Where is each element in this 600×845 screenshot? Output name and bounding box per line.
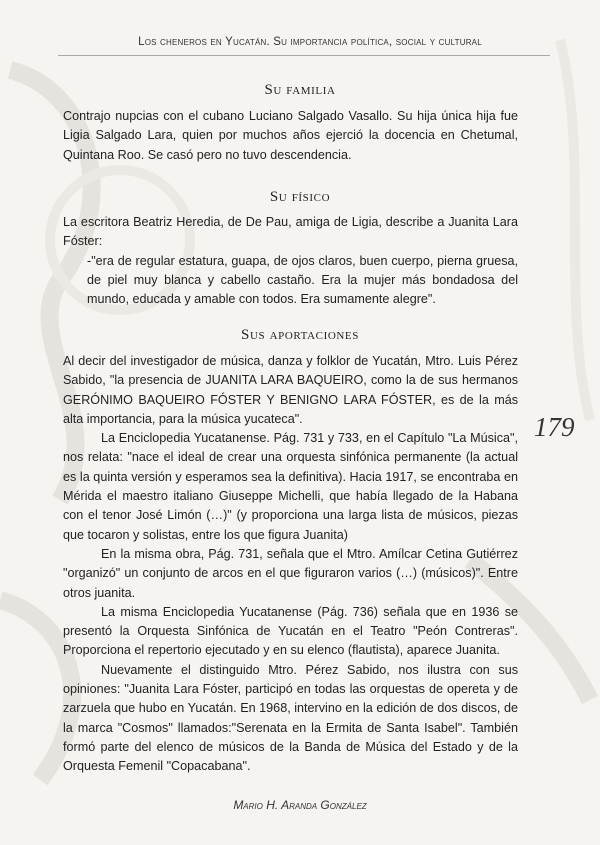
- aportaciones-paragraph: Nuevamente el distinguido Mtro. Pérez Sabido, nos ilustra con sus opiniones: "Juanita Lara Fóster, participó en todas las orquestas de opereta y de zarzuela que hubo en Yucatán. En 1968, intervino en la edición de dos discos, de la marca "Cosmos" llamados:"Serenata en la Ermita de Santa Isabel". También formó parte del elenco de músicos de la Banda de Música del Estado y de la Orquesta Femenil "Copacabana".: [63, 662, 518, 774]
- fisico-block: [63, 213, 518, 309]
- aportaciones-paragraph: Al decir del investigador de música, danza y folklor de Yucatán, Mtro. Luis Pérez Sabido, "la presencia de JUANITA LARA BAQUEIRO, como la de sus hermanos GERÓNIMO BAQUEIRO FÓSTER Y BENIGNO LARA FÓSTER, es de la más alta importancia, para la música yucateca".: [63, 354, 518, 426]
- aportaciones-paragraph: La misma Enciclopedia Yucatanense (Pág. 736) señala que en 1936 se presentó la Orquesta Sinfónica de Yucatán en el Teatro "Peón Contreras". Proporciona el repertorio ejecutado y en su elenco (flautista), aparece Juanita.: [63, 604, 518, 658]
- author-footer: Mario H. Aranda González: [233, 798, 367, 812]
- section-title-familia: Su familia: [264, 82, 336, 98]
- aportaciones-block: [63, 352, 518, 777]
- fisico-intro: La escritora Beatriz Heredia, de De Pau, amiga de Ligia, describe a Juanita Lara Fóster:: [63, 215, 518, 249]
- section-title-fisico: Su físico: [269, 189, 331, 205]
- fisico-quote: -"era de regular estatura, guapa, de ojos claros, buen cuerpo, pierna gruesa, de piel muy blanca y cabello castaño. Era la mujer más bondadosa del mundo, educada y amable con todos. Era sumamente alegre".: [87, 253, 518, 307]
- aportaciones-paragraph: En la misma obra, Pág. 731, señala que el Mtro. Amílcar Cetina Gutiérrez "organizó" un conjunto de arcos en el que figuraron varios (…) (músicos)". Entre otros juanita.: [63, 546, 518, 600]
- paragraph: Contrajo nupcias con el cubano Luciano Salgado Vasallo. Su hija única hija fue Ligia Salgado Lara, quien por muchos años ejerció la docencia en Chetumal, Quintana Roo. Se casó pero no tuvo descendencia.: [63, 109, 518, 162]
- page-number: 179: [534, 412, 575, 442]
- aportaciones-paragraph: La Enciclopedia Yucatanense. Pág. 731 y 733, en el Capítulo "La Música", nos relata: "nace el ideal de crear una orquesta sinfónica permanente (la actual es la quinta versión y esperamos sea la definitiva). Hacia 1917, se encontraba en Mérida el maestro italiano Giuseppe Michelli, que había llegado de la Habana con el tenor José Limón (…)" (y proporciona una larga lista de músicos, piezas que tocaron y solistas, entre los que figura Juanita): [63, 431, 518, 542]
- header-divider: [58, 55, 550, 56]
- section-title-aportaciones: Sus aportaciones: [241, 327, 359, 343]
- familia-paragraph: [63, 107, 518, 165]
- running-header: Los cheneros en Yucatán. Su importancia política, social y cultural: [138, 36, 482, 48]
